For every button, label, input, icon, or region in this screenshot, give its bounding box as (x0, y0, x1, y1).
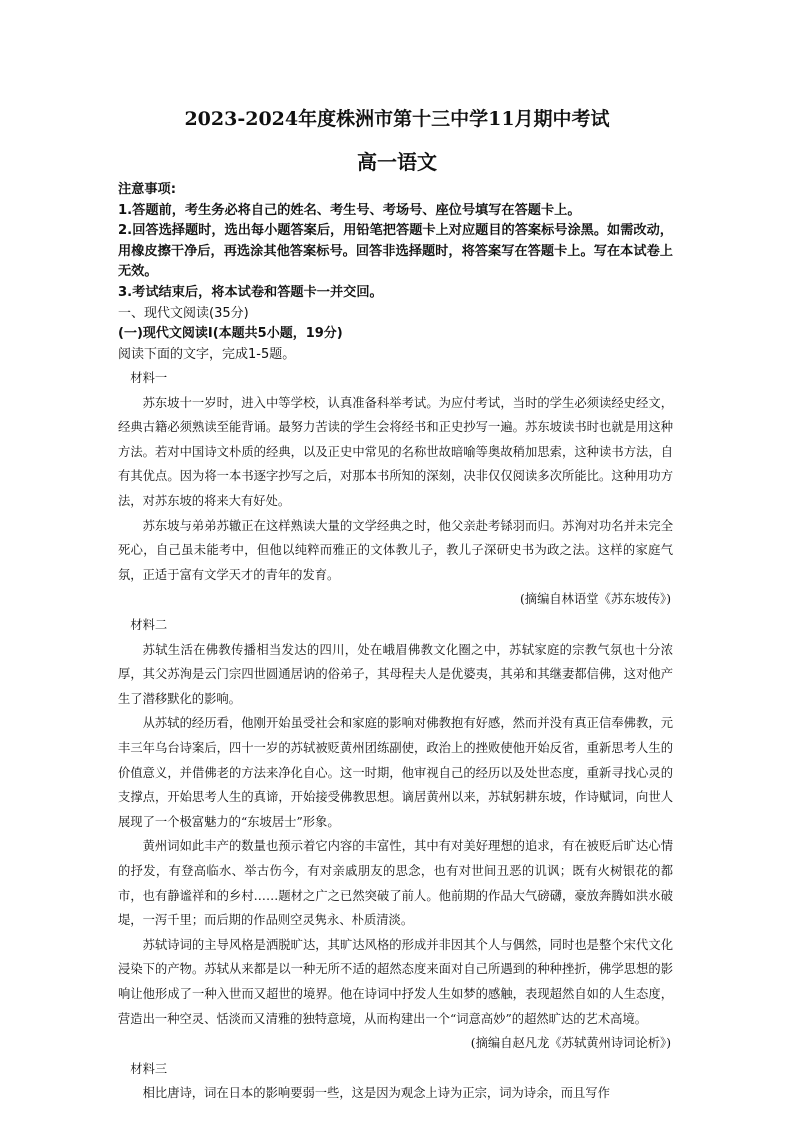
source-citation: (摘编自林语堂《苏东坡传》) (519, 592, 671, 607)
material-label: 材料三 (130, 1061, 168, 1076)
notice-heading: 注意事项: (118, 182, 177, 197)
notice-item: 2.回答选择题时，选出每小题答案后，用铅笔把答题卡上对应题目的答案标号涂黑。如需改动，用橡皮擦干净后，再选涂其他答案标号。回答非选择题时，将答案写在答题卡上。写在本试卷上无效。 (118, 223, 673, 280)
material-label: 材料一 (130, 371, 168, 386)
reading-instruction: 阅读下面的文字，完成1-5题。 (118, 346, 296, 362)
section-heading: 一、现代文阅读(35分) (118, 305, 249, 321)
exam-subject: 高一语文 (357, 150, 437, 174)
paragraph: 从苏轼的经历看，他刚开始虽受社会和家庭的影响对佛教抱有好感，然而并没有真正信奉佛教，元丰三年乌台诗案后，四十一岁的苏轼被贬黄州团练副使，政治上的挫败使他开始反省，重新思考人生的价值意义，并借佛老的方法来净化自心。这一时期，他审视自己的经历以及处世态度，重新寻找心灵的支撑点，开始思考人生的真谛，开始接受佛教思想。谪居黄州以来，苏轼躬耕东坡，作诗赋词，向世人展现了一个极富魅力的“东坡居士”形象。 (118, 716, 673, 829)
reading-passage (118, 366, 673, 1106)
paragraph: 苏轼诗词的主导风格是洒脱旷达，其旷达风格的形成并非因其个人与偶然，同时也是整个宋代文化浸染下的产物。苏轼从来都是以一种无所不适的超然态度来面对自己所遇到的种种挫折，佛学思想的影响让他形成了一种入世而又超世的境界。他在诗词中抒发人生如梦的感触，表现超然自如的人生态度，营造出一种空灵、恬淡而又清雅的独特意境，从而构建出一个“词意高妙”的超然旷达的艺术高境。 (118, 937, 673, 1026)
paragraph: 黄州词如此丰产的数量也预示着它内容的丰富性，其中有对美好理想的追求，有在被贬后旷达心情的抒发，有登高临水、举古伤今，有对亲戚朋友的思念，也有对世间丑恶的讥讽；既有火树银花的都市，也有静谧祥和的乡村……题材之广之已然突破了前人。他前期的作品大气磅礴，豪放奔腾如洪水破堤，一泻千里；而后期的作品则空灵隽永、朴质清淡。 (118, 839, 673, 928)
subsection-heading: (一)现代文阅读I(本题共5小题，19分) (118, 326, 343, 342)
paragraph: 苏东坡与弟弟苏辙正在这样熟读大量的文学经典之时，他父亲赴考铩羽而归。苏洵对功名并未完全死心，自己虽未能考中，但他以纯粹而雅正的文体教儿子，教儿子深研史书为政之法。这样的家庭气氛，正适于富有文学天才的青年的发育。 (118, 518, 673, 582)
paragraph: 相比唐诗，词在日本的影响要弱一些，这是因为观念上诗为正宗，词为诗余，而且写作 (142, 1086, 610, 1101)
exam-title: 2023-2024年度株洲市第十三中学11月期中考试 (184, 108, 610, 130)
notice-item: 1.答题前，考生务必将自己的姓名、考生号、考场号、座位号填写在答题卡上。 (118, 202, 581, 218)
paragraph: 苏轼生活在佛教传播相当发达的四川，处在峨眉佛教文化圈之中，苏轼家庭的宗教气氛也十分浓厚，其父苏洵是云门宗四世圆通居讷的俗弟子，其母程夫人是优婆夷，其弟和其继妻都信佛，这对他产生了潜移默化的影响。 (118, 642, 673, 706)
source-citation: (摘编自赵凡龙《苏轼黄州诗词论析》) (470, 1036, 671, 1051)
material-label: 材料二 (130, 618, 168, 632)
paragraph: 苏东坡十一岁时，进入中等学校，认真准备科举考试。为应付考试，当时的学生必须读经史经文，经典古籍必须熟读至能背诵。最努力苦读的学生会将经书和正史抄写一遍。苏东坡读书时也就是用这种方法。若对中国诗文朴质的经典，以及正史中常见的名称世故暗喻等奥故稍加思索，这种读书方法，自有其优点。因为将一本书逐字抄写之后，对那本书所知的深刻，决非仅仅阅读多次所能比。这种用功方法，对苏东坡的将来大有好处。 (118, 395, 673, 509)
notice-item: 3.考试结束后，将本试卷和答题卡一并交回。 (118, 284, 383, 300)
notice-block (118, 180, 673, 304)
exam-content (118, 180, 673, 1106)
